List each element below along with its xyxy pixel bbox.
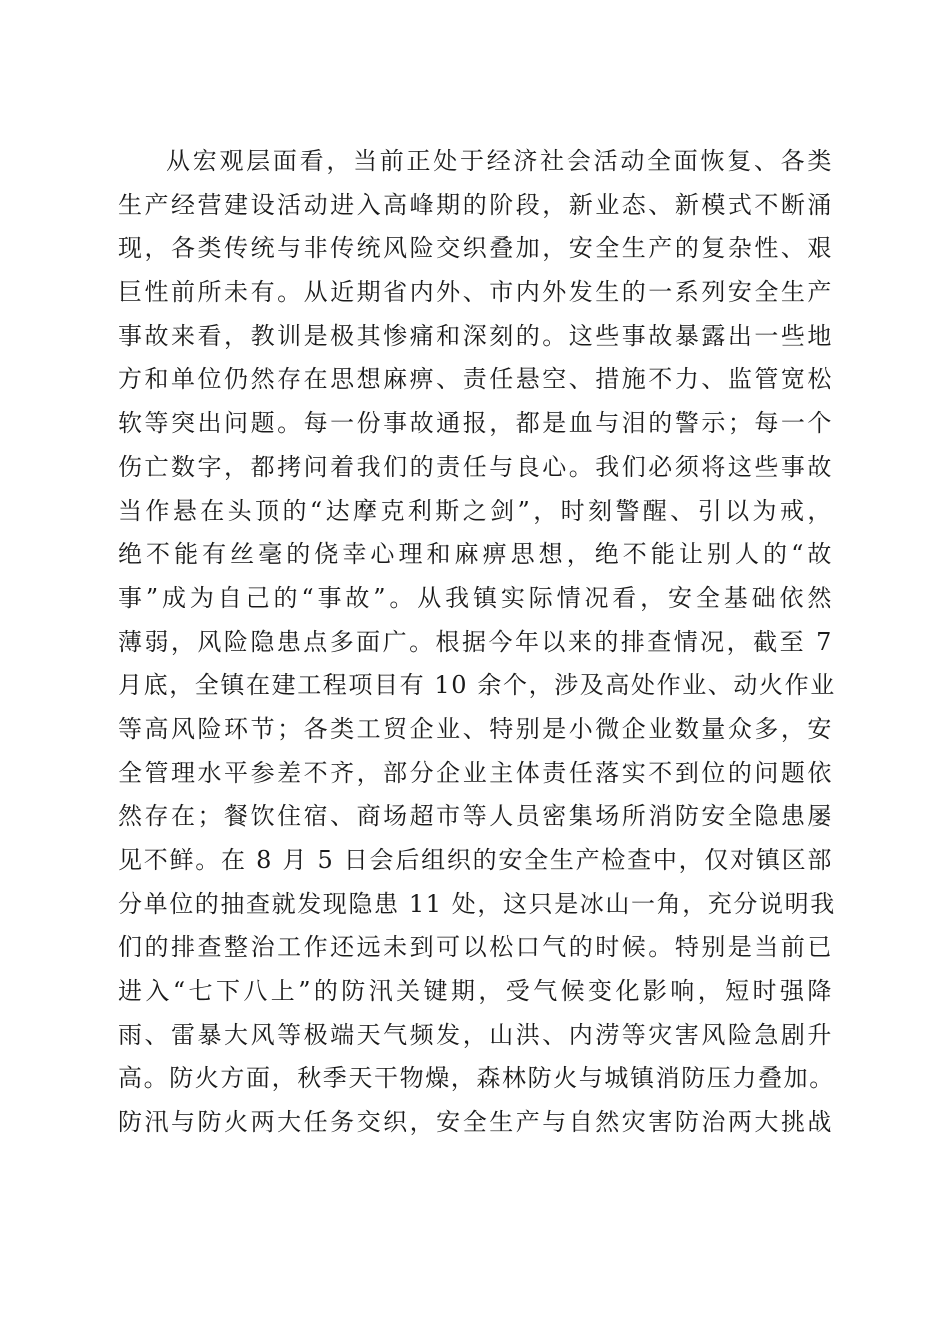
text-line: 软等突出问题。每一份事故通报，都是血与泪的警示；每一个 [118,409,833,438]
text-line: 高。防火方面，秋季天干物燥，森林防火与城镇消防压力叠加。 [118,1064,835,1093]
text-line: 事”成为自己的“事故”。从我镇实际情况看，安全基础依然 [118,583,833,612]
text-line: 见不鲜。在 8 月 5 日会后组织的安全生产检查中，仅对镇区部 [118,846,833,874]
text-line: 当作悬在头顶的“达摩克利斯之剑”，时刻警醒、引以为戒， [118,496,833,525]
text-line: 全管理水平参差不齐，部分企业主体责任落实不到位的问题依 [118,758,833,787]
text-line: 生产经营建设活动进入高峰期的阶段，新业态、新模式不断涌 [118,190,833,219]
text-line: 然存在；餐饮住宿、商场超市等人员密集场所消防安全隐患屡 [118,802,833,831]
text-line: 进入“七下八上”的防汛关键期，受气候变化影响，短时强降 [118,977,833,1006]
text-line: 绝不能有丝毫的侥幸心理和麻痹思想，绝不能让别人的“故 [118,540,833,569]
text-line: 防汛与防火两大任务交织，安全生产与自然灾害防治两大挑战 [118,1108,833,1137]
text-line: 等高风险环节；各类工贸企业、特别是小微企业数量众多，安 [118,714,833,743]
text-line: 雨、雷暴大风等极端天气频发，山洪、内涝等灾害风险急剧升 [118,1020,833,1049]
text-line: 现，各类传统与非传统风险交织叠加，安全生产的复杂性、艰 [118,234,833,263]
text-line: 方和单位仍然存在思想麻痹、责任悬空、措施不力、监管宽松 [118,365,833,394]
text-line: 事故来看，教训是极其惨痛和深刻的。这些事故暴露出一些地 [118,321,833,350]
text-line: 们的排查整治工作还远未到可以松口气的时候。特别是当前已 [118,933,833,962]
text-line: 分单位的抽查就发现隐患 11 处，这只是冰山一角，充分说明我 [118,889,836,918]
body-paragraph [118,140,836,1145]
text-line: 巨性前所未有。从近期省内外、市内外发生的一系列安全生产 [118,278,833,307]
text-line: 月底，全镇在建工程项目有 10 余个，涉及高处作业、动火作业 [118,671,836,700]
text-line: 薄弱，风险隐患点多面广。根据今年以来的排查情况，截至 7 [118,627,833,656]
text-line: 从宏观层面看，当前正处于经济社会活动全面恢复、各类 [166,147,833,175]
text-line: 伤亡数字，都拷问着我们的责任与良心。我们必须将这些事故 [118,452,833,481]
